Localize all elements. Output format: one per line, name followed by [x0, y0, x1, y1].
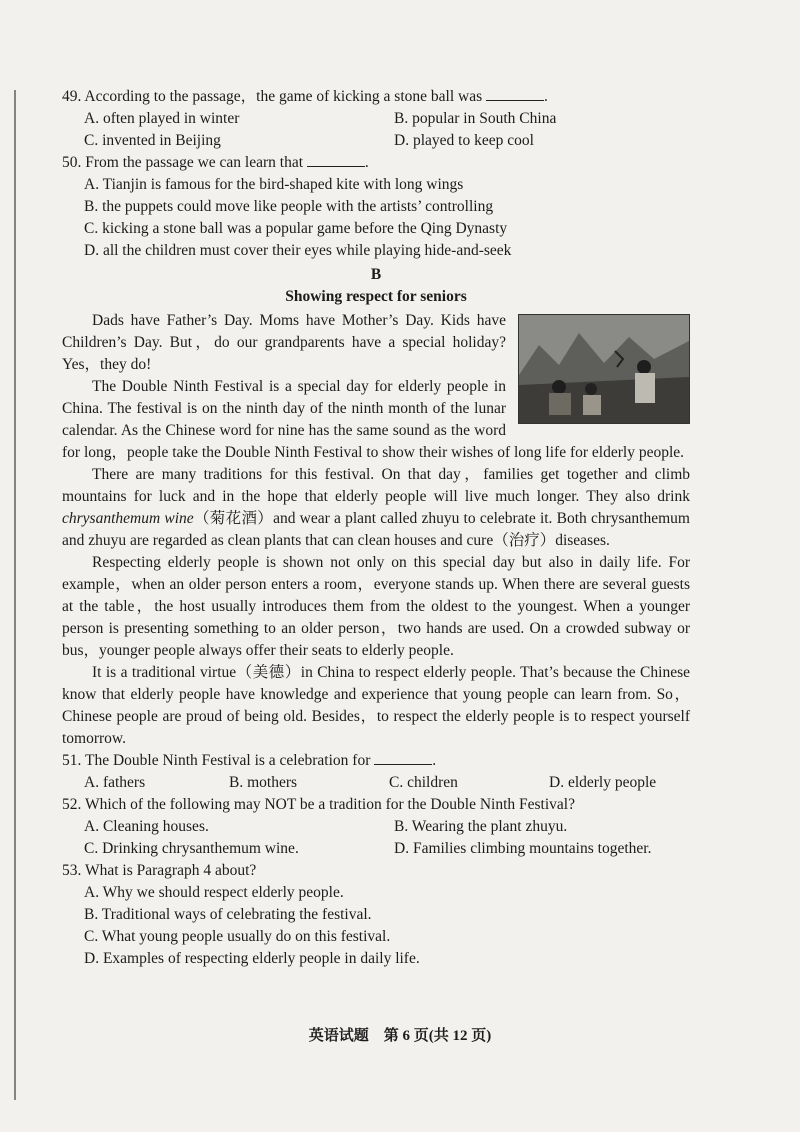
page-footer: 英语试题 第 6 页(共 12 页) [308, 1028, 492, 1044]
answer-blank [307, 152, 365, 167]
option-b: B. the puppets could move like people with the artists’ controlling [84, 198, 494, 215]
question-stem: 49. According to the passage，the game of kicking a stone ball was [62, 88, 483, 105]
passage-paragraph-2: The Double Ninth Festival is a special day for elderly people in China. The festival is on the ninth day of the ninth month of the lunar calendar. As the Chinese word for nine has the same sound as the word for long，people take the Double Ninth Festival to show their wishes of long life for elderly people. [62, 378, 685, 461]
passage-paragraph-3: There are many traditions for this festival. On that day，families get together and climb mountains for luck and in the hope that elderly people will live much longer. They also drink chrysanthemum wine（菊花酒）and wear a plant called zhuyu to celebrate it. Both chrysanthemum and zhuyu are regarded as clean plants that can clean houses and cure（治疗）diseases. [62, 466, 690, 549]
question-stem: 50. From the passage we can learn that [62, 154, 304, 171]
passage-paragraph-1: Dads have Father’s Day. Moms have Mother’s Day. Kids have Children’s Day. But，do our grandparents have a special holiday? Yes，they do! [62, 312, 506, 373]
exam-page [62, 86, 690, 970]
option-c: C. Drinking chrysanthemum wine. [84, 840, 299, 857]
option-d: D. elderly people [549, 774, 657, 791]
question-53-options [62, 882, 690, 970]
illustration-image [519, 315, 689, 423]
section-title: Showing respect for seniors [285, 288, 467, 305]
option-c: C. invented in Beijing [84, 132, 221, 149]
question-52-options [62, 816, 690, 860]
passage-paragraph-4: Respecting elderly people is shown not only on this special day but also in daily life. For example，when an older person enters a room，everyone stands up. When there are several guests at the table，the host usually introduces them from the oldest to the youngest. When a younger person is presenting something to an older person，two hands are used. On a crowded subway or bus，younger people always offer their seats to elderly people. [62, 554, 690, 659]
option-b: B. Wearing the plant zhuyu. [394, 818, 568, 835]
option-c: C. What young people usually do on this festival. [84, 928, 391, 945]
option-a: A. fathers [84, 774, 146, 791]
option-a: A. Tianjin is famous for the bird-shaped kite with long wings [84, 176, 464, 193]
question-52: 52. Which of the following may NOT be a tradition for the Double Ninth Festival? [62, 796, 575, 813]
option-c: C. children [389, 774, 458, 791]
question-stem: 51. The Double Ninth Festival is a celebration for [62, 752, 371, 769]
question-49: 49. According to the passage，the game of kicking a stone ball was . [62, 88, 548, 105]
festival-illustration [518, 314, 690, 424]
option-d: D. all the children must cover their eyes while playing hide-and-seek [84, 242, 512, 259]
option-d: D. played to keep cool [394, 132, 534, 149]
question-53: 53. What is Paragraph 4 about? [62, 862, 257, 879]
question-51-options [62, 772, 690, 794]
section-letter: B [370, 266, 382, 283]
option-c: C. kicking a stone ball was a popular game before the Qing Dynasty [84, 220, 508, 237]
italic-term: chrysanthemum wine [62, 510, 194, 527]
option-a: A. Cleaning houses. [84, 818, 209, 835]
answer-blank [374, 750, 432, 765]
question-50-options [62, 174, 690, 262]
question-51: 51. The Double Ninth Festival is a celebration for . [62, 752, 437, 769]
option-a: A. Why we should respect elderly people. [84, 884, 344, 901]
option-d: D. Families climbing mountains together. [394, 840, 652, 857]
option-b: B. popular in South China [394, 110, 557, 127]
answer-blank [486, 86, 544, 101]
option-a: A. often played in winter [84, 110, 240, 127]
question-50: 50. From the passage we can learn that . [62, 154, 369, 171]
option-b: B. mothers [229, 774, 298, 791]
option-b: B. Traditional ways of celebrating the festival. [84, 906, 372, 923]
passage-paragraph-5: It is a traditional virtue（美德）in China to respect elderly people. That’s because the Chinese know that elderly people have knowledge and experience that young people can learn from. So，Chinese people are proud of being old. Besides，to respect the elderly people is to respect yourself tomorrow. [62, 664, 690, 747]
option-d: D. Examples of respecting elderly people in daily life. [84, 950, 420, 967]
question-49-options [62, 108, 690, 152]
page-edge-line [14, 90, 16, 1100]
